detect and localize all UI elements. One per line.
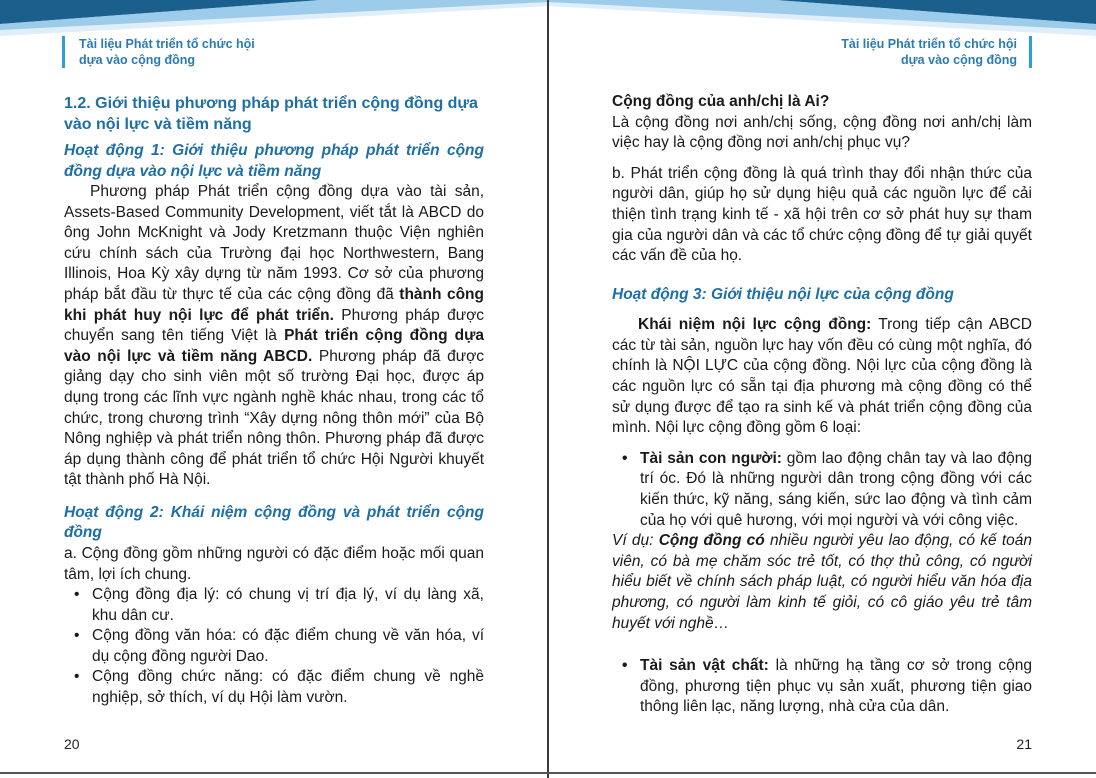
list-item-text: Cộng đồng văn hóa: có đặc điểm chung về văn hóa, ví dụ cộng đồng người Dao. [92,627,484,665]
header-line2: dựa vào cộng đồng [901,53,1017,67]
header-band-right [548,0,1096,40]
running-header-left [62,36,255,68]
running-header-right [841,36,1032,68]
activity2-paragraph: a. Cộng đồng gồm những người có đặc điểm hoặc mối quan tâm, lợi ích chung. [64,544,484,583]
header-band-left [0,0,548,40]
example-paragraph [612,531,1032,634]
asset-list-2 [612,656,1032,718]
activity3-title: Hoạt động 3: Giới thiệu nội lực của cộng đồng [612,285,954,303]
question-title: Cộng đồng của anh/chị là Ai? [612,93,830,110]
activity2-title: Hoạt động 2: Khái niệm cộng đồng và phát triển cộng đồng [64,503,484,542]
question-text: Là cộng đồng nơi anh/chị sống, cộng đồng nơi anh/chị làm việc hay là cộng đồng nơi anh/chị phục vụ? [612,113,1032,152]
book-spine [547,0,549,778]
asset2-text: là những hạ tầng cơ sở trong cộng đồng, phương tiện phục vụ sản xuất, phương tiện giao thông liên lạc, năng lượng, nhà cửa của dân. [640,657,1032,716]
list-item [64,626,484,667]
header-line1: Tài liệu Phát triển tổ chức hội [841,37,1017,51]
example-text: nhiều người yêu lao động, có kế toán viên, có bà mẹ chăm sóc trẻ tốt, có thợ thủ công, có người hiểu biết về chính sách pháp luật, có người hiểu văn hóa địa phương, có người làm kinh tế giỏi, có cô giáo yêu trẻ tâm huyết với nghề… [612,532,1032,632]
example-prefix: Ví dụ: [612,532,659,550]
asset2-bold: Tài sản vật chất: [640,657,769,675]
list-item-text: Cộng đồng địa lý: có chung vị trí địa lý, ví dụ làng xã, khu dân cư. [92,586,484,624]
list-item [64,667,484,708]
page-number-left: 20 [64,736,80,752]
community-types-list [64,585,484,709]
list-item [612,656,1032,718]
left-page-body [64,93,484,709]
activity1-bold-2: Phát triển cộng đồng dựa vào nội lực và tiềm năng ABCD. [64,327,484,365]
right-page-body [612,92,1032,718]
activity1-bold-1: thành công khi phát huy nội lực để phát triển. [64,285,484,324]
bullet-mark: • [74,668,80,686]
concept-paragraph [612,315,1032,439]
activity1-text-c: Phương pháp đã được giảng dạy cho sinh viên một số trường Đại học, được áp dụng trong các lĩnh vực ngành nghề khác nhau, trong các tổ chức, trong chương trình “Xây dựng nông thôn mới” của Bộ Nông nghiệp và phát triển nông thôn. Phương pháp đã được áp dụng thành công để phát triển tổ chức Hội Người khuyết tật thành phố Hà Nội. [64,347,484,489]
bullet-mark: • [622,657,628,675]
bullet-mark: • [74,627,80,645]
bottom-rule [0,772,1096,774]
concept-text: Trong tiếp cận ABCD các từ tài sản, nguồn lực hay vốn đều có cùng một nghĩa, đó chính là NỘI LỰC của cộng đồng. Nội lực của cộng đồng là các nguồn lực có sẵn tại địa phương mà cộng đồng có thể sử dụng được để tạo ra sinh kế và phát triển cộng đồng của mình. Nội lực cộng đồng gồm 6 loại: [612,316,1032,437]
activity1-text-a: Phương pháp Phát triển cộng đồng dựa vào tài sản, Assets-Based Community Development, viết tắt là ABCD do ông John McKnight và Jody Kretzmann thuộc Viện nghiên cứu chính sách của Trường đại học Northwestern, Bang Illinois, Hoa Kỳ xây dựng từ năm 1993. Cơ sở của phương pháp bắt đầu từ thực tế của các cộng đồng đã [64,183,484,303]
example-bold: Cộng đồng có [658,532,765,550]
right-page [548,0,1096,778]
page-number-right: 21 [1016,736,1032,752]
paragraph-b: b. Phát triển cộng đồng là quá trình thay đổi nhận thức của người dân, giúp họ sử dụng hiệu quả các nguồn lực để cải thiện tình trạng kinh tế - xã hội trên cơ sở phát huy sự tham gia của người dân và các tổ chức cộng đồng để tự giải quyết các vấn đề của họ. [612,164,1032,265]
activity1-title: Hoạt động 1: Giới thiệu phương pháp phát triển cộng đồng dựa vào nội lực và tiềm năng [64,142,484,180]
list-item [612,449,1032,531]
header-line2: dựa vào cộng đồng [79,53,195,67]
asset1-bold: Tài sản con người: [640,449,782,467]
bullet-mark: • [622,449,628,467]
section-title: 1.2. Giới thiệu phương pháp phát triển cộng đồng dựa vào nội lực và tiềm năng [64,95,478,133]
list-item-text: Cộng đồng chức năng: có đặc điểm chung về nghề nghiệp, sở thích, ví dụ Hội làm vườn. [92,668,484,707]
asset-list-1 [612,449,1032,531]
concept-bold: Khái niệm nội lực cộng đồng: [638,316,872,334]
activity1-paragraph [64,182,484,491]
header-line1: Tài liệu Phát triển tổ chức hội [79,37,255,51]
activity1-text-b: Phương pháp được chuyển sang tên tiếng Việt là [64,306,484,345]
asset1-text: gồm lao động chân tay và lao động trí óc. Đó là những người dân trong cộng đồng với các kiến thức, kỹ năng, sáng kiến, sức lao động và tình cảm của họ với quê hương, với mọi người và với công việc. [640,449,1033,529]
bullet-mark: • [74,586,80,604]
list-item [64,585,484,626]
